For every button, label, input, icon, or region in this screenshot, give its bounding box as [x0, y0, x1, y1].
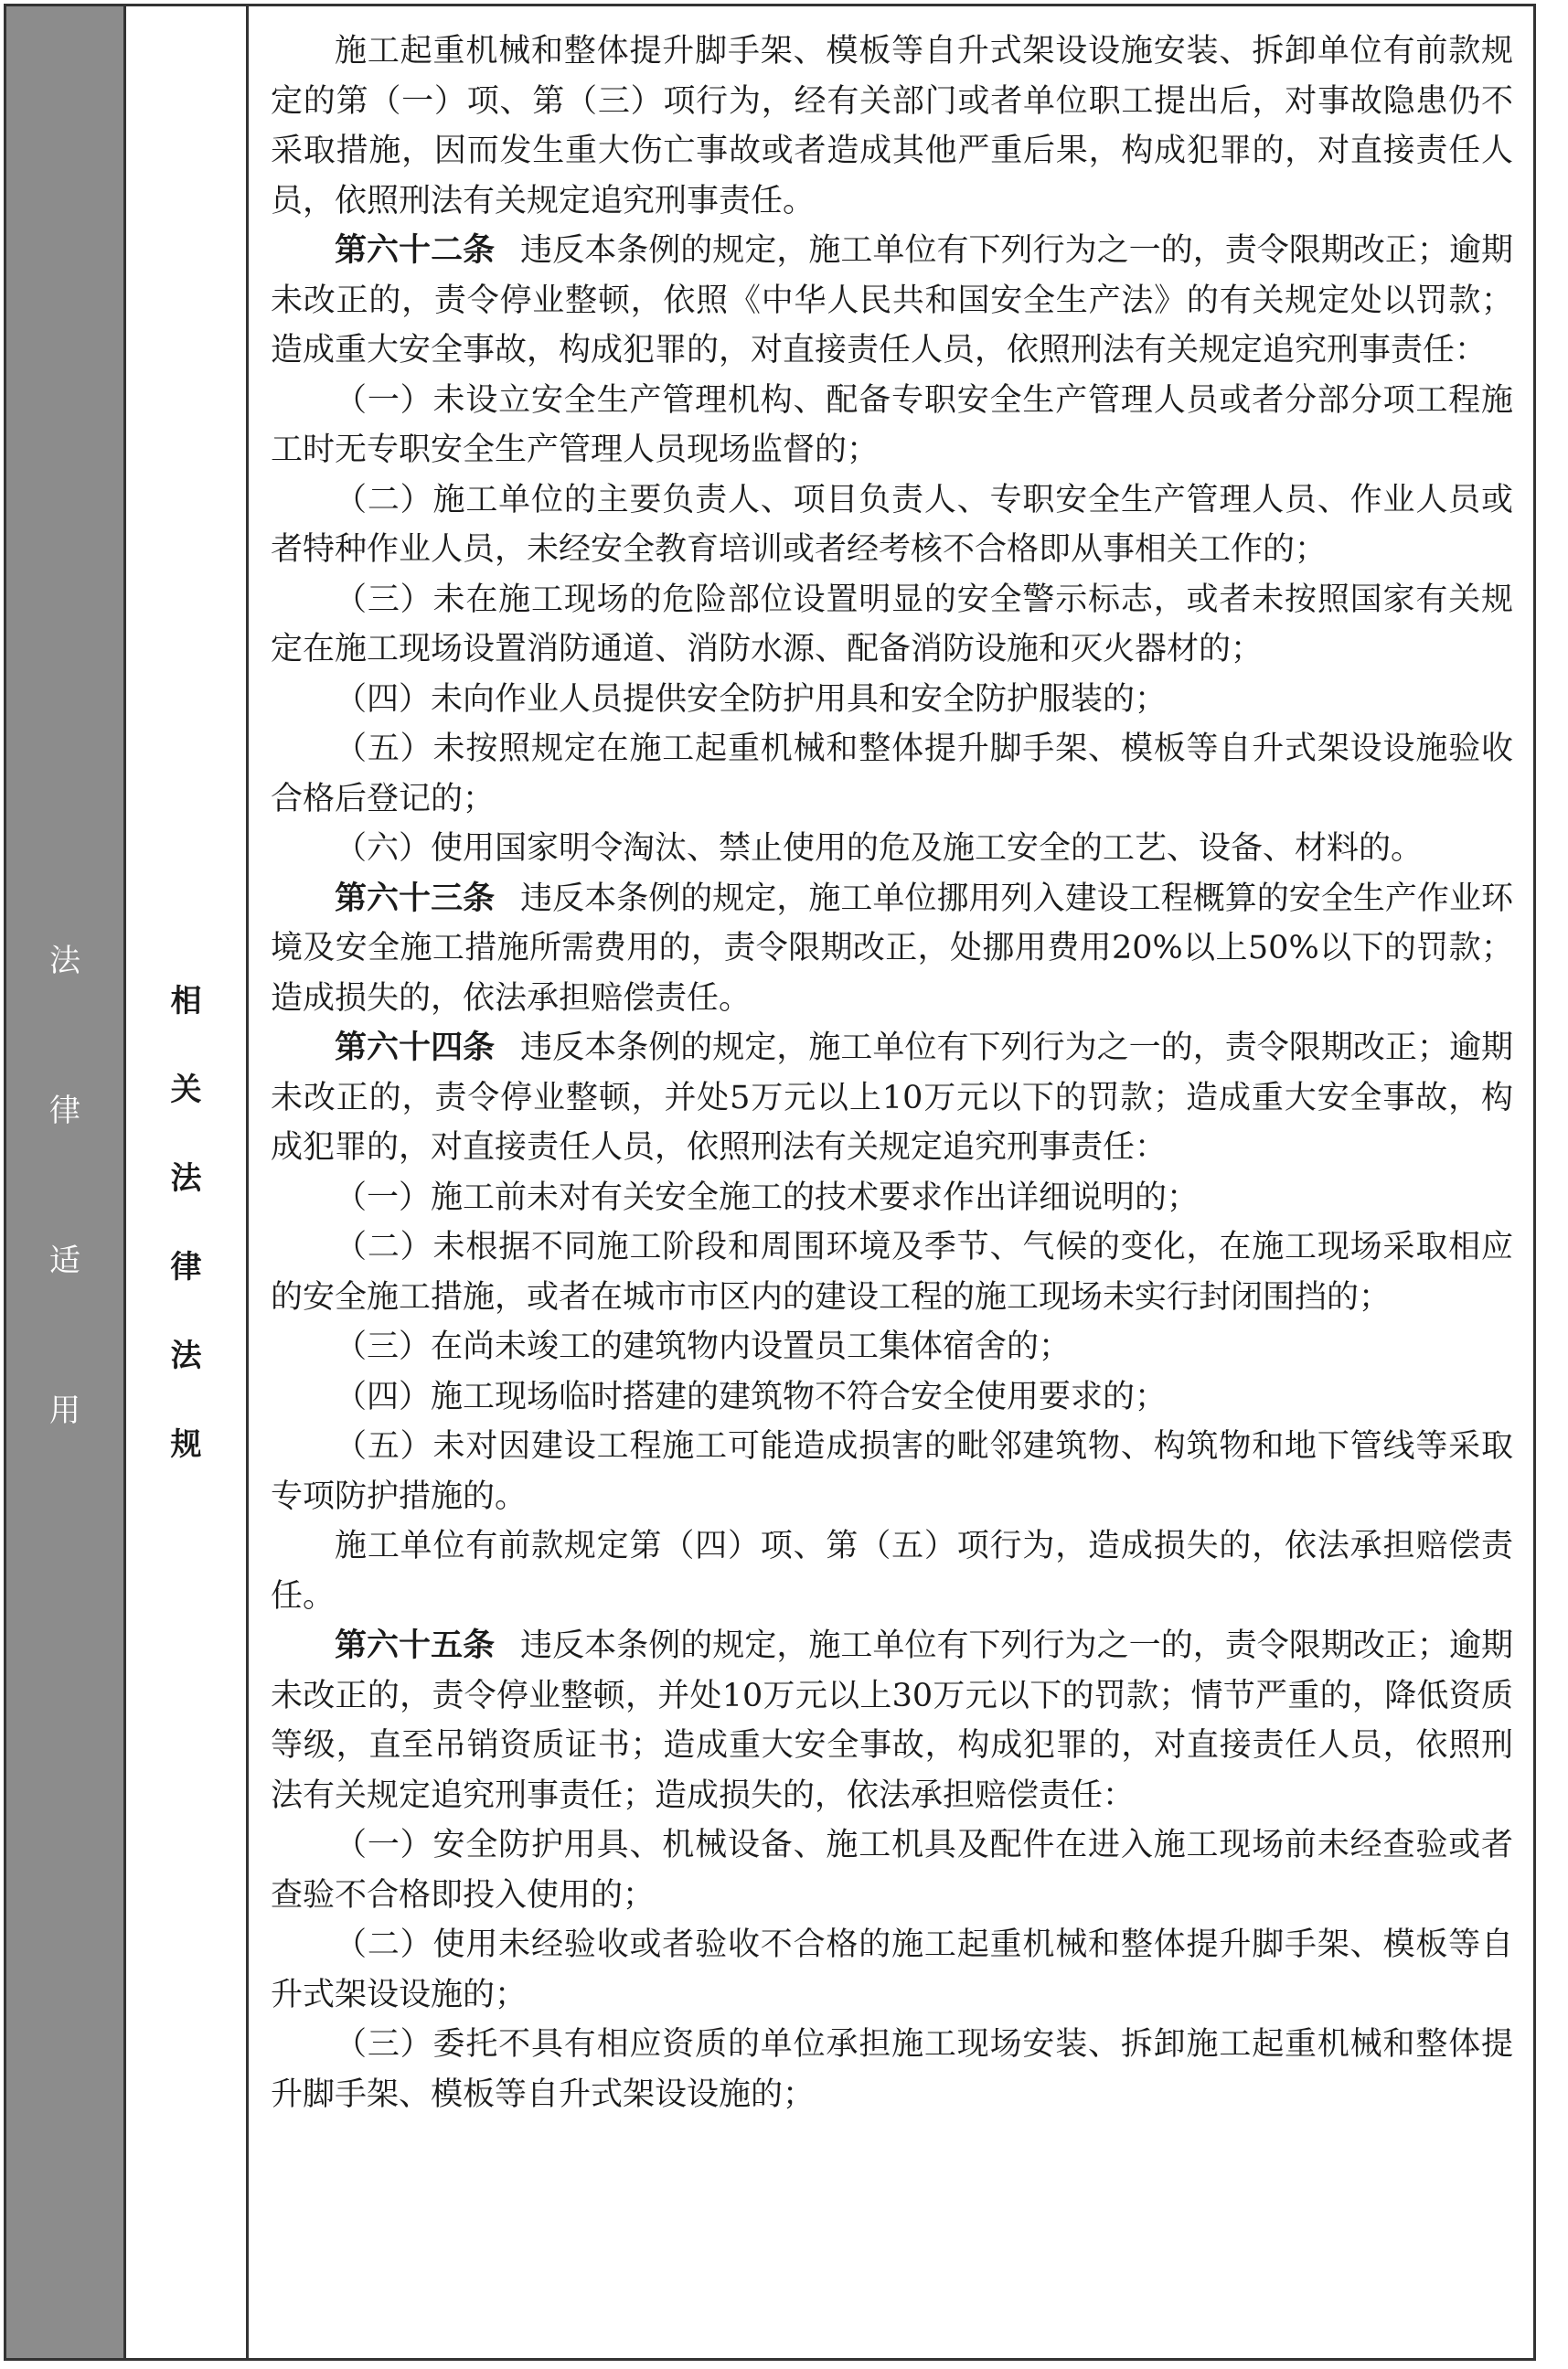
regulation-paragraph	[271, 575, 1513, 675]
content-column	[249, 6, 1533, 2358]
paragraph-text: （三）未在施工现场的危险部位设置明显的安全警示标志，或者未按照国家有关规定在施工现场设置消防通道、消防水源、配备消防设施和灭火器材的；	[271, 581, 1513, 667]
regulation-paragraph	[271, 1222, 1513, 1322]
regulation-paragraph	[271, 1521, 1513, 1621]
regulation-paragraph	[271, 475, 1513, 575]
regulation-paragraph	[271, 874, 1513, 1024]
subcategory-label: 相关法律法规	[170, 983, 202, 1463]
article-number: 第六十四条	[335, 1030, 496, 1066]
regulation-table	[4, 4, 1536, 2361]
regulation-paragraph	[271, 1621, 1513, 1820]
category-label: 法律适用	[49, 943, 80, 1429]
paragraph-text: （一）未设立安全生产管理机构、配备专职安全生产管理人员或者分部分项工程施工时无专职安全生产管理人员现场监督的；	[271, 381, 1513, 468]
regulation-paragraph	[271, 1173, 1513, 1223]
article-number: 第六十二条	[335, 232, 496, 269]
paragraph-text: （四）未向作业人员提供安全防护用具和安全防护服装的；	[335, 680, 1168, 718]
paragraph-text: 施工起重机械和整体提升脚手架、模板等自升式架设设施安装、拆卸单位有前款规定的第（一）项、第（三）项行为，经有关部门或者单位职工提出后，对事故隐患仍不采取措施，因而发生重大伤亡事故或者造成其他严重后果，构成犯罪的，对直接责任人员，依照刑法有关规定追究刑事责任。	[271, 33, 1513, 219]
paragraph-text: 违反本条例的规定，施工单位有下列行为之一的，责令限期改正；逾期未改正的，责令停业整顿，依照《中华人民共和国安全生产法》的有关规定处以罚款；造成重大安全事故，构成犯罪的，对直接责任人员，依照刑法有关规定追究刑事责任：	[271, 232, 1513, 368]
regulation-paragraph	[271, 1322, 1513, 1372]
paragraph-text: 违反本条例的规定，施工单位有下列行为之一的，责令限期改正；逾期未改正的，责令停业整顿，并处5万元以上10万元以下的罚款；造成重大安全事故，构成犯罪的，对直接责任人员，依照刑法有关规定追究刑事责任：	[271, 1030, 1513, 1166]
regulation-paragraph	[271, 724, 1513, 824]
regulation-paragraph	[271, 1920, 1513, 2020]
regulation-paragraph	[271, 824, 1513, 874]
paragraph-text: （四）施工现场临时搭建的建筑物不符合安全使用要求的；	[335, 1378, 1168, 1415]
article-number: 第六十五条	[335, 1627, 496, 1664]
article-number: 第六十三条	[335, 880, 496, 917]
paragraph-text: （一）施工前未对有关安全施工的技术要求作出详细说明的；	[335, 1179, 1200, 1216]
regulation-paragraph	[271, 2020, 1513, 2119]
regulation-paragraph	[271, 1820, 1513, 1920]
paragraph-text: （三）在尚未竣工的建筑物内设置员工集体宿舍的；	[335, 1329, 1072, 1365]
regulation-paragraph	[271, 1422, 1513, 1521]
regulation-paragraph	[271, 1023, 1513, 1173]
regulation-paragraph	[271, 376, 1513, 475]
regulation-paragraph	[271, 675, 1513, 725]
paragraph-text: （二）施工单位的主要负责人、项目负责人、专职安全生产管理人员、作业人员或者特种作业人员，未经安全教育培训或者经考核不合格即从事相关工作的；	[271, 481, 1513, 568]
regulation-paragraph	[271, 226, 1513, 376]
category-column	[6, 6, 126, 2358]
paragraph-text: （二）使用未经验收或者验收不合格的施工起重机械和整体提升脚手架、模板等自升式架设设施的；	[271, 1926, 1513, 2013]
paragraph-text: （三）委托不具有相应资质的单位承担施工现场安装、拆卸施工起重机械和整体提升脚手架、模板等自升式架设设施的；	[271, 2026, 1513, 2113]
paragraph-text: 违反本条例的规定，施工单位有下列行为之一的，责令限期改正；逾期未改正的，责令停业整顿，并处10万元以上30万元以下的罚款；情节严重的，降低资质等级，直至吊销资质证书；造成重大安全事故，构成犯罪的，对直接责任人员，依照刑法有关规定追究刑事责任；造成损失的，依法承担赔偿责任：	[271, 1627, 1513, 1814]
regulation-paragraph	[271, 27, 1513, 226]
paragraph-text: （六）使用国家明令淘汰、禁止使用的危及施工安全的工艺、设备、材料的。	[335, 830, 1424, 867]
paragraph-text: 违反本条例的规定，施工单位挪用列入建设工程概算的安全生产作业环境及安全施工措施所需费用的，责令限期改正，处挪用费用20%以上50%以下的罚款；造成损失的，依法承担赔偿责任。	[271, 880, 1513, 1017]
paragraph-text: （五）未对因建设工程施工可能造成损害的毗邻建筑物、构筑物和地下管线等采取专项防护措施的。	[271, 1428, 1513, 1515]
subcategory-column	[126, 6, 249, 2358]
paragraph-text: 施工单位有前款规定第（四）项、第（五）项行为，造成损失的，依法承担赔偿责任。	[271, 1528, 1513, 1615]
paragraph-text: （二）未根据不同施工阶段和周围环境及季节、气候的变化，在施工现场采取相应的安全施工措施，或者在城市市区内的建设工程的施工现场未实行封闭围挡的；	[271, 1229, 1513, 1316]
paragraph-text: （五）未按照规定在施工起重机械和整体提升脚手架、模板等自升式架设设施验收合格后登记的；	[271, 731, 1513, 817]
regulation-paragraph	[271, 1372, 1513, 1423]
paragraph-text: （一）安全防护用具、机械设备、施工机具及配件在进入施工现场前未经查验或者查验不合格即投入使用的；	[271, 1827, 1513, 1914]
